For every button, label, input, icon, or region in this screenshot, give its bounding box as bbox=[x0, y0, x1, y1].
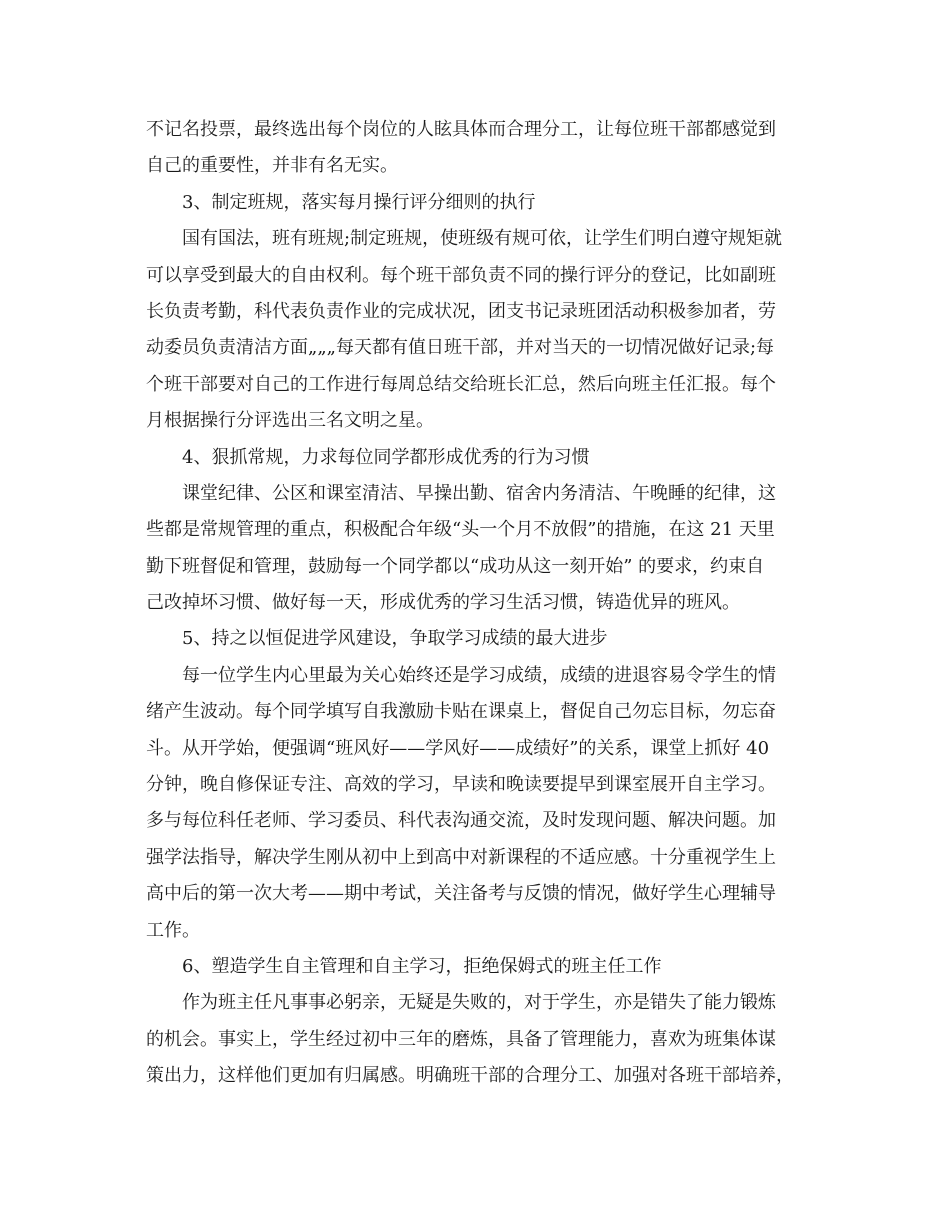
text-line: 分钟，晚自修保证专注、高效的学习，早读和晚读要提早到课室展开自主学习。 bbox=[146, 774, 776, 796]
document-body bbox=[146, 112, 806, 1095]
section-heading: 6、塑造学生自主管理和自主学习，拒绝保姆式的班主任工作 bbox=[182, 955, 662, 977]
text-line: 的机会。事实上，学生经过初中三年的磨炼，具备了管理能力，喜欢为班集体谋 bbox=[146, 1028, 776, 1050]
text-line: 动委员负责清洁方面„„„每天都有值日班干部，并对当天的一切情况做好记录;每 bbox=[146, 337, 775, 359]
text-line: 月根据操行分评选出三名文明之星。 bbox=[146, 410, 434, 432]
text-line: 不记名投票，最终选出每个岗位的人眩具体而合理分工，让每位班干部都感觉到 bbox=[146, 119, 776, 140]
text-line: 些都是常规管理的重点，积极配合年级“头一个月不放假”的措施，在这 21 天里 bbox=[146, 519, 775, 541]
text-line: 个班干部要对自己的工作进行每周总结交给班长汇总，然后向班主任汇报。每个 bbox=[146, 373, 776, 395]
text-line: 工作。 bbox=[146, 919, 200, 941]
paragraph-start: 作为班主任凡事事必躬亲，无疑是失败的，对于学生，亦是错失了能力锻炼 bbox=[182, 992, 776, 1014]
section-heading: 5、持之以恒促进学风建设，争取学习成绩的最大进步 bbox=[182, 628, 608, 650]
text-line: 勤下班督促和管理，鼓励每一个同学都以“成功从这一刻开始” 的要求，约束自 bbox=[146, 555, 765, 577]
paragraph-start: 每一位学生内心里最为关心始终还是学习成绩，成绩的进退容易令学生的情 bbox=[182, 664, 776, 686]
text-line: 长负责考勤，科代表负责作业的完成状况，团支书记录班团活动积极参加者，劳 bbox=[146, 300, 776, 322]
text-line: 高中后的第一次大考——期中考试，关注备考与反馈的情况，做好学生心理辅导 bbox=[146, 883, 776, 905]
section-heading: 4、狠抓常规，力求每位同学都形成优秀的行为习惯 bbox=[182, 446, 590, 468]
text-line: 绪产生波动。每个同学填写自我激励卡贴在课桌上，督促自己勿忘目标，勿忘奋 bbox=[146, 701, 776, 723]
text-line: 可以享受到最大的自由权利。每个班干部负责不同的操行评分的登记，比如副班 bbox=[146, 264, 776, 286]
text-line: 自己的重要性，并非有名无实。 bbox=[146, 155, 398, 177]
text-line: 己改掉坏习惯、做好每一天，形成优秀的学习生活习惯，铸造优异的班风。 bbox=[146, 592, 740, 614]
text-line: 策出力，这样他们更加有归属感。明确班干部的合理分工、加强对各班干部培养， bbox=[146, 1065, 794, 1087]
text-line: 强学法指导，解决学生刚从初中上到高中对新课程的不适应感。十分重视学生上 bbox=[146, 846, 776, 868]
paragraph-start: 国有国法，班有班规;制定班规，使班级有规可依，让学生们明白遵守规矩就 bbox=[182, 228, 783, 250]
text-line: 多与每位科任老师、学习委员、科代表沟通交流，及时发现问题、解决问题。加 bbox=[146, 810, 776, 832]
text-line: 斗。从开学始，便强调“班风好——学风好——成绩好”的关系，课堂上抓好 40 bbox=[146, 737, 770, 759]
paragraph-start: 课堂纪律、公区和课室清洁、早操出勤、宿舍内务清洁、午晚睡的纪律，这 bbox=[182, 482, 776, 504]
section-heading: 3、制定班规，落实每月操行评分细则的执行 bbox=[182, 191, 536, 213]
